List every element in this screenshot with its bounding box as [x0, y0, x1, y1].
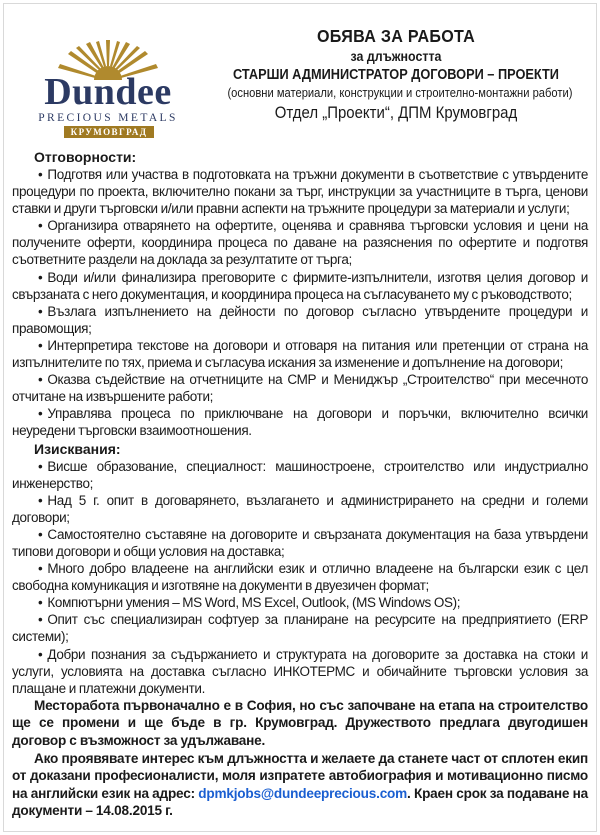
- position-note: (основни материали, конструкции и строително-монтажни работи): [227, 85, 573, 100]
- requirements-heading: Изисквания:: [34, 440, 121, 457]
- requirement-item: [12, 611, 588, 645]
- responsibility-item-text: Възлага изпълнението на дейности по договор съгласно утвърдените процедури и правомощия;: [12, 303, 588, 336]
- requirement-item-text: Много добро владеене на английски език и отлично владеене на български език с цел свободна комуникация и изготвяне на документи в двуезичен формат;: [12, 561, 588, 594]
- requirement-item-text: Опит със специализиран софтуер за планиране на ресурсите на предприятието (ERP системи);: [12, 612, 588, 645]
- bullet-icon: •: [38, 561, 43, 577]
- ad-title: ОБЯВА ЗА РАБОТА: [316, 26, 476, 46]
- responsibility-item: [12, 166, 588, 217]
- responsibility-item-text: Интерпретира текстове на договори и отговаря на питания или претенции от страна на изпълнителите по тях, приема и съгласува искания за изменение и допълнение на договори;: [12, 337, 588, 371]
- position-title: СТАРШИ АДМИНИСТРАТОР ДОГОВОРИ – ПРОЕКТИ: [233, 67, 559, 83]
- logo-brand: Dundee: [44, 71, 172, 113]
- responsibility-item-text: Управлява процеса по приключване на договори и поръчки, включително всички неуредени търговски взаимоотношения.: [12, 406, 588, 439]
- responsibility-item: [12, 269, 588, 303]
- responsibility-item: [12, 371, 588, 405]
- responsibility-item: [12, 303, 588, 337]
- responsibility-item: [12, 337, 588, 371]
- email-link[interactable]: dpmkjobs@dundeeprecious.com: [198, 785, 408, 801]
- bullet-icon: •: [38, 526, 43, 542]
- bullet-icon: •: [38, 269, 43, 285]
- bullet-icon: •: [38, 406, 43, 422]
- requirements-list: [12, 458, 588, 697]
- requirement-item: [12, 594, 588, 611]
- requirement-item-text: Компютърни умения – MS Word, MS Excel, Outlook, (MS Windows OS);: [47, 595, 461, 611]
- requirement-item: [12, 560, 588, 594]
- bullet-icon: •: [38, 337, 43, 353]
- apply-text: Ако проявявате интерес към длъжността и желаете да станете част от сплотен екип от доказани професионалисти, моля изпратете автобиография и мотивационно писмо на английски език на адрес:: [12, 750, 588, 801]
- logo-subtitle: PRECIOUS METALS: [38, 112, 178, 124]
- responsibilities-list: [12, 166, 588, 440]
- requirement-item: [12, 458, 588, 492]
- bullet-icon: •: [38, 303, 43, 319]
- ad-header: [200, 26, 592, 123]
- responsibility-item: [12, 405, 588, 439]
- requirement-item-text: Висше образование, специалност: машиностроене, строителство или индустриално инженерство;: [12, 458, 588, 491]
- responsibility-item: [12, 217, 588, 268]
- bullet-icon: •: [38, 646, 43, 662]
- logo-location: КРУМОВГРАД: [64, 126, 154, 138]
- requirement-item: [12, 646, 588, 697]
- bullet-icon: •: [38, 492, 43, 508]
- bullet-icon: •: [38, 218, 43, 234]
- bullet-icon: •: [38, 458, 43, 474]
- apply-paragraph: [12, 750, 588, 820]
- bullet-icon: •: [38, 167, 43, 182]
- requirement-item-text: Над 5 г. опит в договарянето, възлагането и администрирането на средни и големи договори;: [12, 492, 588, 525]
- responsibility-item-text: Води и/или финализира преговорите с фирмите-изпълнители, изготвя целия договор и свързаната с него документация, и координира процеса на съгласуването му с ръководството;: [12, 269, 588, 302]
- requirement-item-text: Добри познания за съдържанието и структурата на договорите за доставка на стоки и услуги, условията на доставка съгласно ИНКОТЕРМС и обичайните търговски условия за плащане и платежни документи.: [12, 646, 588, 696]
- responsibility-item-text: Подготвя или участва в подготовката на тръжни документи в съответствие с утвърдените процедури по проекта, включително покани за търг, инструкции за участниците в търга, ценови ставки и други търговски и/или правни аспекти на тръжните процедури за материали и услуги;: [12, 167, 588, 217]
- bullet-icon: •: [38, 612, 43, 628]
- requirement-item: [12, 526, 588, 560]
- responsibility-item-text: Организира отварянето на офертите, оценява и сравнява търговски условия и цени на получените оферти, координира процеса по даване на разяснения по офертите и подготвя съответните раздели на доклада за резултатите от търга;: [12, 218, 588, 268]
- requirement-item-text: Самостоятелно съставяне на договорите и свързаната документация на база утвърдени типови договори и общи условия на доставка;: [12, 526, 588, 559]
- department: Отдел „Проекти“, ДПМ Крумовград: [274, 103, 518, 122]
- ad-body: [12, 148, 588, 820]
- for-position-label: за длъжността: [350, 49, 442, 64]
- bullet-icon: •: [38, 595, 43, 611]
- responsibility-item-text: Оказва съдействие на отчетниците на СМР и Мениджър „Строителство“ при месечното отчитане на извършените работи;: [12, 372, 588, 405]
- responsibilities-heading: Отговорности:: [34, 149, 137, 165]
- bullet-icon: •: [38, 372, 43, 388]
- deadline-text: . Краен срок за подаване на документи – 14.08.2015 г.: [12, 785, 588, 819]
- work-location-paragraph: Месторабота първоначално е в София, но със започване на етапа на строителство ще се промени и ще бъде в гр. Крумовград. Дружеството предлага двугодишен договор с възможност за удължаване.: [12, 697, 588, 748]
- company-logo: [20, 36, 196, 137]
- requirement-item: [12, 492, 588, 526]
